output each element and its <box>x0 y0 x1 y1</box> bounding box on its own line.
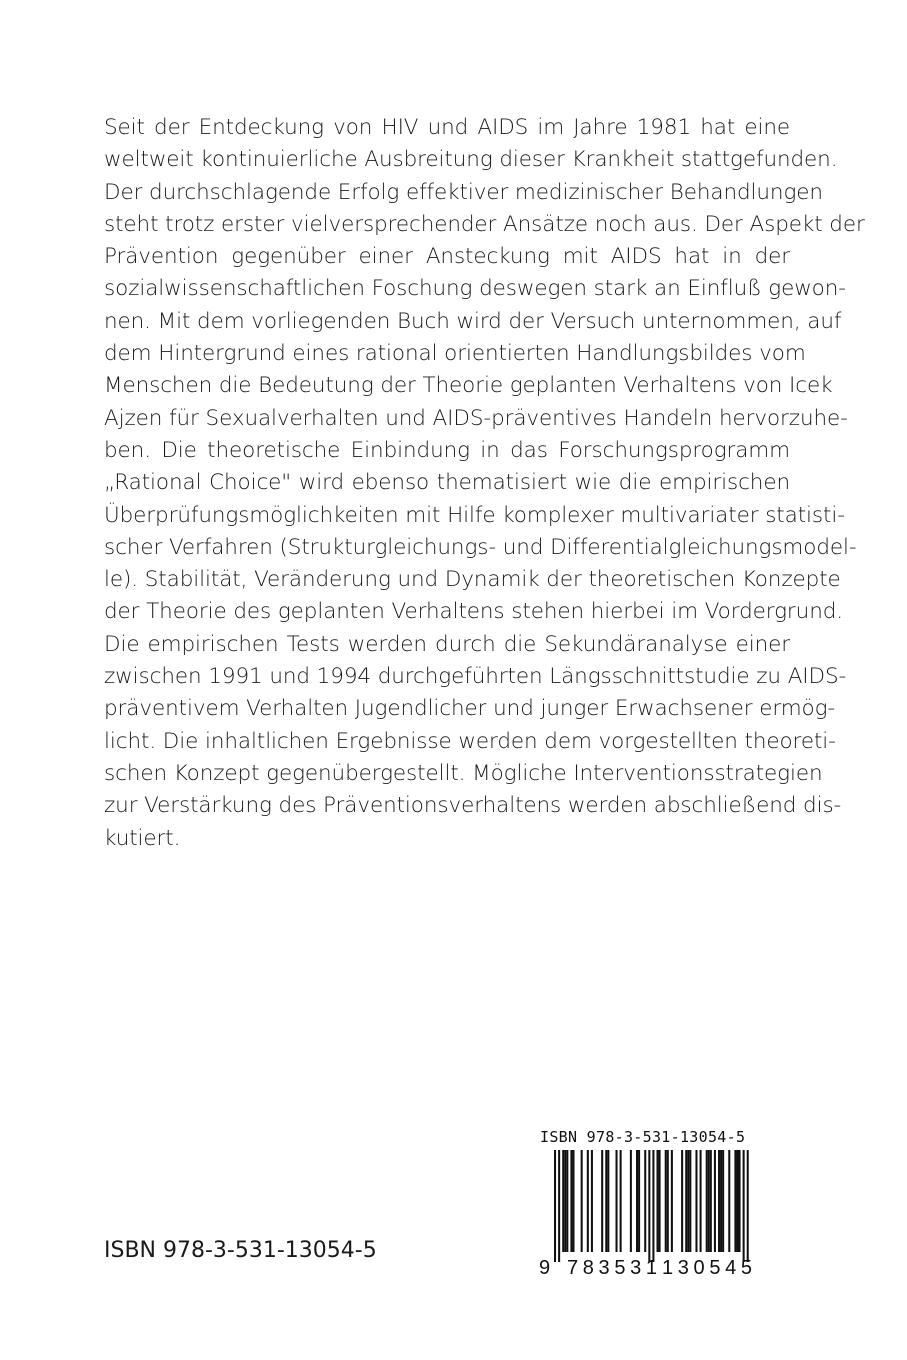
barcode-bar <box>605 1150 607 1252</box>
blurb-line: ben. Die theoretische Einbindung in das Forschungsprogramm <box>104 437 790 463</box>
barcode-bar <box>572 1150 574 1252</box>
barcode-bar <box>720 1150 722 1252</box>
isbn-barcode <box>536 1128 768 1278</box>
blurb-line: zur Verstärkung des Präventionsverhaltens werden abschließend dis- <box>104 793 842 819</box>
barcode-bar <box>562 1150 564 1252</box>
blurb-line: nen. Mit dem vorliegenden Buch wird der Versuch unternommen, auf <box>104 308 842 334</box>
blurb-line: Seit der Entdeckung von HIV und AIDS im Jahre 1981 hat eine <box>104 115 790 140</box>
blurb-line: Überprüfungsmöglichkeiten mit Hilfe komplexer multivariater statisti- <box>104 502 845 528</box>
barcode-bar <box>739 1150 741 1252</box>
barcode-bar <box>695 1150 697 1252</box>
isbn-text: ISBN 978-3-531-13054-5 <box>104 1238 377 1263</box>
barcode-guard-bar <box>554 1150 556 1262</box>
barcode-bar <box>659 1150 661 1252</box>
barcode-bar <box>736 1150 738 1252</box>
barcode-bar <box>564 1150 566 1252</box>
barcode-bar <box>722 1150 724 1252</box>
barcode-bar <box>718 1150 720 1252</box>
barcode-guard-bar <box>648 1150 650 1262</box>
blurb-line: scher Verfahren (Strukturgleichungs- und Differentialgleichungsmodel- <box>104 534 857 560</box>
blurb-line: licht. Die inhaltlichen Ergebnisse werden dem vorgestellten theoreti- <box>104 728 836 754</box>
barcode-bar <box>601 1150 603 1252</box>
barcode-bar <box>620 1150 622 1252</box>
blurb-line: zwischen 1991 und 1994 durchgeführten Längsschnittstudie zu AIDS- <box>104 664 847 690</box>
barcode-bar <box>689 1150 691 1252</box>
barcode-first-digit: 9 <box>539 1257 551 1278</box>
barcode-bar <box>687 1150 689 1252</box>
blurb-line: kutiert. <box>104 825 181 851</box>
blurb-line: steht trotz erster vielversprechender Ansätze noch aus. Der Aspekt der <box>104 211 865 237</box>
barcode-bar <box>685 1150 687 1252</box>
blurb-line: präventivem Verhalten Jugendlicher und junger Erwachsener ermög- <box>104 696 836 722</box>
barcode-bar <box>570 1150 572 1252</box>
barcode-bar <box>644 1150 646 1252</box>
blurb-line: sozialwissenschaftlichen Foschung deswegen stark an Einfluß gewon- <box>104 276 846 302</box>
barcode-bar <box>566 1150 568 1252</box>
barcode-bar <box>665 1150 667 1252</box>
blurb-line: Der durchschlagende Erfolg effektiver medizinischer Behandlungen <box>104 179 823 205</box>
barcode-bar <box>581 1150 583 1252</box>
blurb-line: schen Konzept gegenübergestellt. Mögliche Interventionsstrategien <box>104 760 823 786</box>
barcode-bar <box>706 1150 708 1252</box>
blurb-line: „Rational Choice" wird ebenso thematisiert wie die empirischen <box>104 470 790 496</box>
barcode-bar <box>671 1150 673 1252</box>
barcode-bar <box>636 1150 638 1252</box>
barcode-guard-bar <box>743 1150 745 1262</box>
blurb-line: Prävention gegenüber einer Ansteckung mit AIDS hat in der <box>104 244 790 270</box>
barcode-bar <box>587 1150 589 1252</box>
barcode-right-digits: 130545 <box>662 1257 752 1278</box>
barcode-bar <box>710 1150 712 1252</box>
barcode-left-digits: 783531 <box>567 1257 657 1278</box>
blurb-line: dem Hintergrund eines rational orientierten Handlungsbildes vom <box>104 341 806 367</box>
cover-blurb <box>104 112 865 855</box>
barcode-guard-bar <box>558 1150 560 1262</box>
blurb-line: Die empirischen Tests werden durch die Sekundäranalyse einer <box>104 631 790 657</box>
barcode-bar <box>700 1150 702 1252</box>
barcode-bar <box>708 1150 710 1252</box>
barcode-bar <box>638 1150 640 1252</box>
barcode-bar <box>607 1150 609 1252</box>
barcode-bar <box>667 1150 669 1252</box>
blurb-line: Ajzen für Sexualverhalten und AIDS-präventives Handeln hervorzuhe- <box>104 405 848 431</box>
barcode-bar <box>591 1150 593 1252</box>
blurb-line: der Theorie des geplanten Verhaltens stehen hierbei im Vordergrund. <box>104 599 844 625</box>
barcode-bar <box>734 1150 736 1252</box>
barcode-guard-bar <box>652 1150 654 1262</box>
barcode-bar <box>681 1150 683 1252</box>
barcode-bar <box>657 1150 659 1252</box>
blurb-line: Menschen die Bedeutung der Theorie geplanten Verhaltens von Icek <box>104 373 833 399</box>
barcode-bars <box>536 1150 768 1278</box>
barcode-bar <box>630 1150 632 1252</box>
barcode-bar <box>616 1150 618 1252</box>
barcode-guard-bar <box>747 1150 749 1262</box>
barcode-isbn-label: ISBN 978-3-531-13054-5 <box>540 1128 746 1146</box>
barcode-bar <box>728 1150 730 1252</box>
blurb-line: weltweit kontinuierliche Ausbreitung dieser Krankheit stattgefunden. <box>104 147 838 173</box>
blurb-line: le). Stabilität, Veränderung und Dynamik der theoretischen Konzepte <box>104 567 841 593</box>
barcode-bar <box>714 1150 716 1252</box>
